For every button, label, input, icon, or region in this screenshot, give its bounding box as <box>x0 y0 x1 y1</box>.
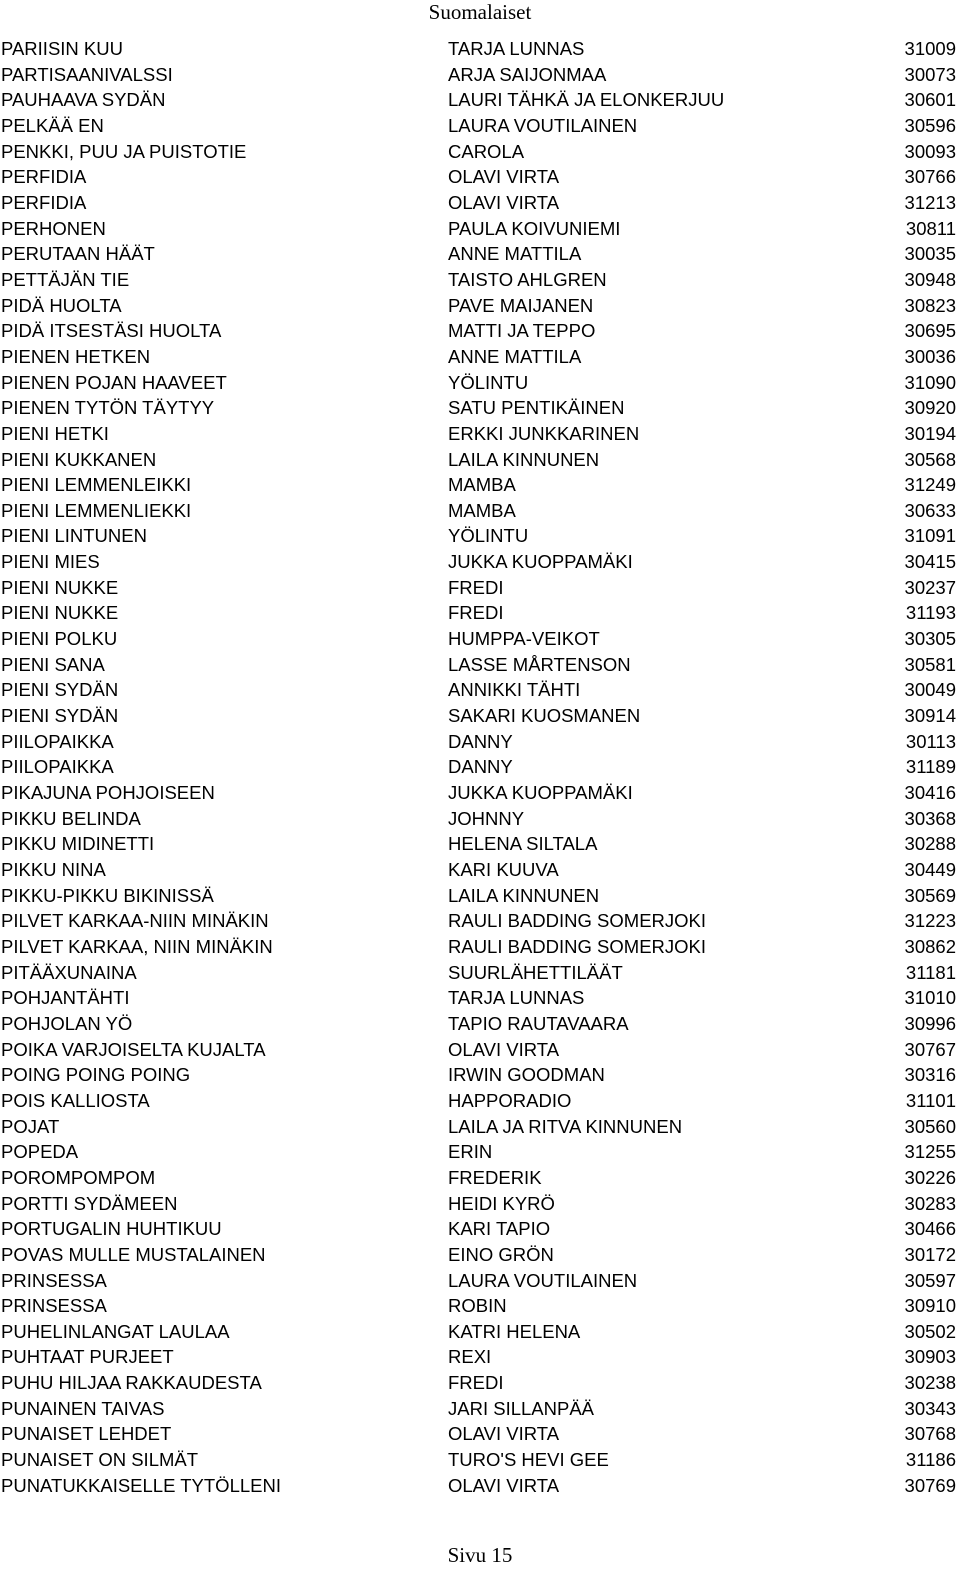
song-artist: FREDI <box>448 602 504 624</box>
song-code: 31255 <box>904 1141 956 1163</box>
song-row <box>0 1396 960 1422</box>
song-row <box>0 677 960 703</box>
song-title: POIKA VARJOISELTA KUJALTA <box>1 1038 266 1060</box>
song-title: PRINSESSA <box>1 1269 107 1291</box>
song-artist: KARI KUUVA <box>448 859 559 880</box>
song-row <box>0 164 960 190</box>
song-row <box>0 1088 960 1114</box>
song-row <box>0 626 960 652</box>
song-title: PILVET KARKAA, NIIN MINÄKIN <box>1 935 273 957</box>
song-title: POPEDA <box>1 1141 79 1163</box>
song-artist: ERIN <box>448 1141 493 1163</box>
song-row <box>0 857 960 883</box>
song-code: 30633 <box>904 499 956 521</box>
song-title: PIILOPAIKKA <box>1 756 114 778</box>
song-code: 31213 <box>904 191 956 213</box>
song-code: 30226 <box>904 1166 956 1188</box>
song-row <box>0 293 960 319</box>
song-artist: PAULA KOIVUNIEMI <box>448 217 621 239</box>
song-title: PUHTAAT PURJEET <box>1 1346 174 1368</box>
song-code: 31090 <box>904 371 956 393</box>
song-artist: JUKKA KUOPPAMÄKI <box>448 551 633 573</box>
song-row <box>0 87 960 113</box>
song-code: 30996 <box>904 1012 956 1034</box>
song-code: 31181 <box>905 961 956 983</box>
song-row <box>0 1165 960 1191</box>
song-artist: CAROLA <box>448 140 525 162</box>
song-artist: ANNE MATTILA <box>448 243 582 265</box>
song-artist: LAILA KINNUNEN <box>448 884 600 906</box>
song-title: PIKAJUNA POHJOISEEN <box>1 782 215 804</box>
song-row <box>0 1139 960 1165</box>
song-artist: LASSE MÅRTENSON <box>448 653 631 675</box>
song-code: 30283 <box>904 1192 956 1214</box>
song-code: 30415 <box>904 551 956 573</box>
song-row <box>0 729 960 755</box>
song-title: PETTÄJÄN TIE <box>1 268 130 290</box>
song-title: PIENI LEMMENLIEKKI <box>1 499 192 521</box>
song-title: PENKKI, PUU JA PUISTOTIE <box>1 140 247 162</box>
song-code: 30766 <box>904 166 956 188</box>
song-artist: RAULI BADDING SOMERJOKI <box>448 935 707 957</box>
song-row <box>0 934 960 960</box>
song-code: 31186 <box>905 1449 956 1471</box>
song-title: PIENEN POJAN HAAVEET <box>1 371 227 393</box>
song-row <box>0 36 960 62</box>
song-code: 30769 <box>904 1474 956 1496</box>
song-title: PUNATUKKAISELLE TYTÖLLENI <box>1 1474 281 1496</box>
song-code: 31010 <box>904 987 956 1009</box>
song-artist: OLAVI VIRTA <box>448 1423 560 1445</box>
song-code: 30238 <box>904 1372 956 1394</box>
song-title: PERFIDIA <box>1 191 87 213</box>
song-title: PIDÄ HUOLTA <box>1 294 122 316</box>
song-code: 30502 <box>904 1320 956 1342</box>
song-row <box>0 600 960 626</box>
song-artist: ANNIKKI TÄHTI <box>448 679 581 701</box>
song-title: PIENI LINTUNEN <box>1 525 147 547</box>
song-row <box>0 575 960 601</box>
song-artist: HAPPORADIO <box>448 1089 572 1111</box>
song-code: 30601 <box>904 89 956 111</box>
song-artist: TARJA LUNNAS <box>448 38 585 59</box>
song-title: POVAS MULLE MUSTALAINEN <box>1 1243 266 1265</box>
song-code: 30316 <box>904 1064 956 1086</box>
song-title: PILVET KARKAA-NIIN MINÄKIN <box>1 910 269 932</box>
song-artist: HUMPPA-VEIKOT <box>448 628 600 650</box>
song-code: 30569 <box>904 884 956 906</box>
song-code: 30811 <box>905 217 956 239</box>
song-title: PIDÄ ITSESTÄSI HUOLTA <box>1 320 222 342</box>
song-code: 31223 <box>904 910 956 932</box>
song-code: 30416 <box>904 782 956 804</box>
song-row <box>0 216 960 242</box>
song-code: 31189 <box>905 756 956 778</box>
song-code: 30581 <box>904 653 956 675</box>
song-row <box>0 831 960 857</box>
song-title: PUHU HILJAA RAKKAUDESTA <box>1 1372 262 1394</box>
song-row <box>0 1319 960 1345</box>
song-artist: DANNY <box>448 730 513 752</box>
song-code: 30368 <box>904 807 956 829</box>
song-code: 30768 <box>904 1423 956 1445</box>
song-title: POING POING POING <box>1 1064 191 1086</box>
song-title: PIENI MIES <box>1 551 100 573</box>
song-artist: HELENA SILTALA <box>448 833 598 855</box>
song-title: PUNAISET ON SILMÄT <box>1 1449 199 1471</box>
song-title: PITÄÄXUNAINA <box>1 961 137 983</box>
song-code: 30036 <box>904 345 956 367</box>
song-title: PUNAINEN TAIVAS <box>1 1397 165 1419</box>
song-title: PIENI SANA <box>1 653 105 675</box>
song-artist: OLAVI VIRTA <box>448 1038 560 1060</box>
song-title: PIENEN HETKEN <box>1 345 151 367</box>
song-row <box>0 985 960 1011</box>
song-artist: OLAVI VIRTA <box>448 191 560 213</box>
song-title: PARIISIN KUU <box>1 38 123 59</box>
song-title: PELKÄÄ EN <box>1 114 104 136</box>
song-artist: LAILA JA RITVA KINNUNEN <box>448 1115 683 1137</box>
song-artist: ROBIN <box>448 1295 507 1317</box>
song-code: 30597 <box>904 1269 956 1291</box>
song-title: PARTISAANIVALSSI <box>1 63 173 85</box>
song-title: POHJOLAN YÖ <box>1 1012 133 1034</box>
song-row <box>0 1268 960 1294</box>
song-artist: FREDI <box>448 1372 504 1394</box>
song-code: 30449 <box>904 859 956 880</box>
song-code: 30035 <box>904 243 956 265</box>
song-code: 31249 <box>904 474 956 496</box>
song-row <box>0 652 960 678</box>
song-artist: YÖLINTU <box>448 371 529 393</box>
song-row <box>0 395 960 421</box>
song-artist: MAMBA <box>448 499 516 521</box>
song-artist: LAURI TÄHKÄ JA ELONKERJUU <box>448 89 725 111</box>
song-artist: MATTI JA TEPPO <box>448 320 596 342</box>
song-title: PORTUGALIN HUHTIKUU <box>1 1218 222 1240</box>
song-title: PIENI SYDÄN <box>1 679 119 701</box>
song-code: 30093 <box>904 140 956 162</box>
song-code: 30862 <box>904 935 956 957</box>
song-title: PIKKU-PIKKU BIKINISSÄ <box>1 884 214 906</box>
song-title: PERFIDIA <box>1 166 87 188</box>
song-code: 30596 <box>904 114 956 136</box>
song-artist: ANNE MATTILA <box>448 345 582 367</box>
song-list <box>0 36 960 1498</box>
song-title: PIENI KUKKANEN <box>1 448 157 470</box>
song-code: 30914 <box>904 705 956 727</box>
song-code: 30466 <box>904 1218 956 1240</box>
song-row <box>0 1473 960 1499</box>
song-artist: JOHNNY <box>448 807 525 829</box>
song-title: PIILOPAIKKA <box>1 730 114 752</box>
song-title: PIENI HETKI <box>1 422 109 444</box>
song-row <box>0 62 960 88</box>
song-artist: EINO GRÖN <box>448 1243 554 1265</box>
song-code: 30903 <box>904 1346 956 1368</box>
song-row <box>0 370 960 396</box>
page-header-title: Suomalaiset <box>428 0 532 24</box>
song-title: PIKKU BELINDA <box>1 807 141 829</box>
song-artist: SUURLÄHETTILÄÄT <box>448 961 623 983</box>
song-row <box>0 1242 960 1268</box>
song-code: 30237 <box>904 576 956 598</box>
song-row <box>0 447 960 473</box>
song-title: POROMPOMPOM <box>1 1166 156 1188</box>
song-row <box>0 344 960 370</box>
song-artist: ERKKI JUNKKARINEN <box>448 422 640 444</box>
song-row <box>0 267 960 293</box>
song-row <box>0 318 960 344</box>
song-row <box>0 498 960 524</box>
song-artist: LAURA VOUTILAINEN <box>448 114 638 136</box>
song-row <box>0 960 960 986</box>
song-code: 31101 <box>905 1089 956 1111</box>
song-code: 30343 <box>904 1397 956 1419</box>
song-artist: LAURA VOUTILAINEN <box>448 1269 638 1291</box>
song-title: PIENI NUKKE <box>1 602 119 624</box>
song-row <box>0 1114 960 1140</box>
song-code: 31193 <box>905 602 956 624</box>
song-artist: MAMBA <box>448 474 516 496</box>
song-title: PIENI SYDÄN <box>1 705 119 727</box>
song-artist: KARI TAPIO <box>448 1218 551 1240</box>
song-artist: RAULI BADDING SOMERJOKI <box>448 910 707 932</box>
song-row <box>0 1062 960 1088</box>
song-title: PIKKU MIDINETTI <box>1 833 155 855</box>
song-artist: KATRI HELENA <box>448 1320 581 1342</box>
song-code: 30305 <box>904 628 956 650</box>
song-title: PERUTAAN HÄÄT <box>1 243 155 265</box>
song-row <box>0 780 960 806</box>
song-code: 30194 <box>904 422 956 444</box>
song-title: PIENI NUKKE <box>1 576 119 598</box>
song-artist: REXI <box>448 1346 492 1368</box>
song-code: 30920 <box>904 397 956 419</box>
song-artist: DANNY <box>448 756 513 778</box>
song-row <box>0 908 960 934</box>
song-row <box>0 190 960 216</box>
song-title: PERHONEN <box>1 217 106 239</box>
song-artist: HEIDI KYRÖ <box>448 1192 555 1214</box>
song-row <box>0 523 960 549</box>
song-row <box>0 1447 960 1473</box>
song-row <box>0 1191 960 1217</box>
song-code: 31091 <box>904 525 956 547</box>
song-title: PAUHAAVA SYDÄN <box>1 89 166 111</box>
song-artist: SAKARI KUOSMANEN <box>448 705 641 727</box>
song-row <box>0 1037 960 1063</box>
song-title: PIENEN TYTÖN TÄYTYY <box>1 397 215 419</box>
song-code: 30560 <box>904 1115 956 1137</box>
song-title: PIKKU NINA <box>1 859 106 880</box>
song-code: 30568 <box>904 448 956 470</box>
song-artist: OLAVI VIRTA <box>448 1474 560 1496</box>
song-row <box>0 1011 960 1037</box>
song-artist: IRWIN GOODMAN <box>448 1064 605 1086</box>
song-row <box>0 241 960 267</box>
song-artist: LAILA KINNUNEN <box>448 448 600 470</box>
song-title: PIENI LEMMENLEIKKI <box>1 474 192 496</box>
song-code: 30695 <box>904 320 956 342</box>
song-row <box>0 1293 960 1319</box>
song-code: 30073 <box>904 63 956 85</box>
song-title: PUNAISET LEHDET <box>1 1423 172 1445</box>
song-row <box>0 754 960 780</box>
song-title: PUHELINLANGAT LAULAA <box>1 1320 230 1342</box>
song-artist: TURO'S HEVI GEE <box>448 1449 609 1471</box>
song-title: POHJANTÄHTI <box>1 987 130 1009</box>
song-code: 30113 <box>905 730 956 752</box>
song-code: 30172 <box>904 1243 956 1265</box>
song-row <box>0 1216 960 1242</box>
song-row <box>0 1421 960 1447</box>
song-row <box>0 139 960 165</box>
song-artist: TAPIO RAUTAVAARA <box>448 1012 629 1034</box>
song-title: PRINSESSA <box>1 1295 107 1317</box>
song-row <box>0 549 960 575</box>
song-artist: TAISTO AHLGREN <box>448 268 607 290</box>
song-artist: YÖLINTU <box>448 525 529 547</box>
song-artist: TARJA LUNNAS <box>448 987 585 1009</box>
song-title: POJAT <box>1 1115 60 1137</box>
song-code: 30049 <box>904 679 956 701</box>
song-artist: JUKKA KUOPPAMÄKI <box>448 782 633 804</box>
song-code: 30948 <box>904 268 956 290</box>
song-artist: ARJA SAIJONMAA <box>448 63 607 85</box>
song-artist: JARI SILLANPÄÄ <box>448 1397 595 1419</box>
song-row <box>0 113 960 139</box>
song-title: PORTTI SYDÄMEEN <box>1 1192 178 1214</box>
song-code: 31009 <box>904 38 956 59</box>
song-code: 30767 <box>904 1038 956 1060</box>
song-row <box>0 472 960 498</box>
song-artist: OLAVI VIRTA <box>448 166 560 188</box>
song-code: 30910 <box>904 1295 956 1317</box>
song-row <box>0 421 960 447</box>
song-row <box>0 883 960 909</box>
song-row <box>0 1344 960 1370</box>
song-code: 30823 <box>904 294 956 316</box>
song-title: POIS KALLIOSTA <box>1 1089 150 1111</box>
song-code: 30288 <box>904 833 956 855</box>
song-row <box>0 703 960 729</box>
song-artist: FREDERIK <box>448 1166 542 1188</box>
song-artist: SATU PENTIKÄINEN <box>448 397 625 419</box>
song-row <box>0 806 960 832</box>
page-number: Sivu 15 <box>447 1543 513 1567</box>
song-artist: PAVE MAIJANEN <box>448 294 594 316</box>
song-title: PIENI POLKU <box>1 628 118 650</box>
song-row <box>0 1370 960 1396</box>
song-artist: FREDI <box>448 576 504 598</box>
